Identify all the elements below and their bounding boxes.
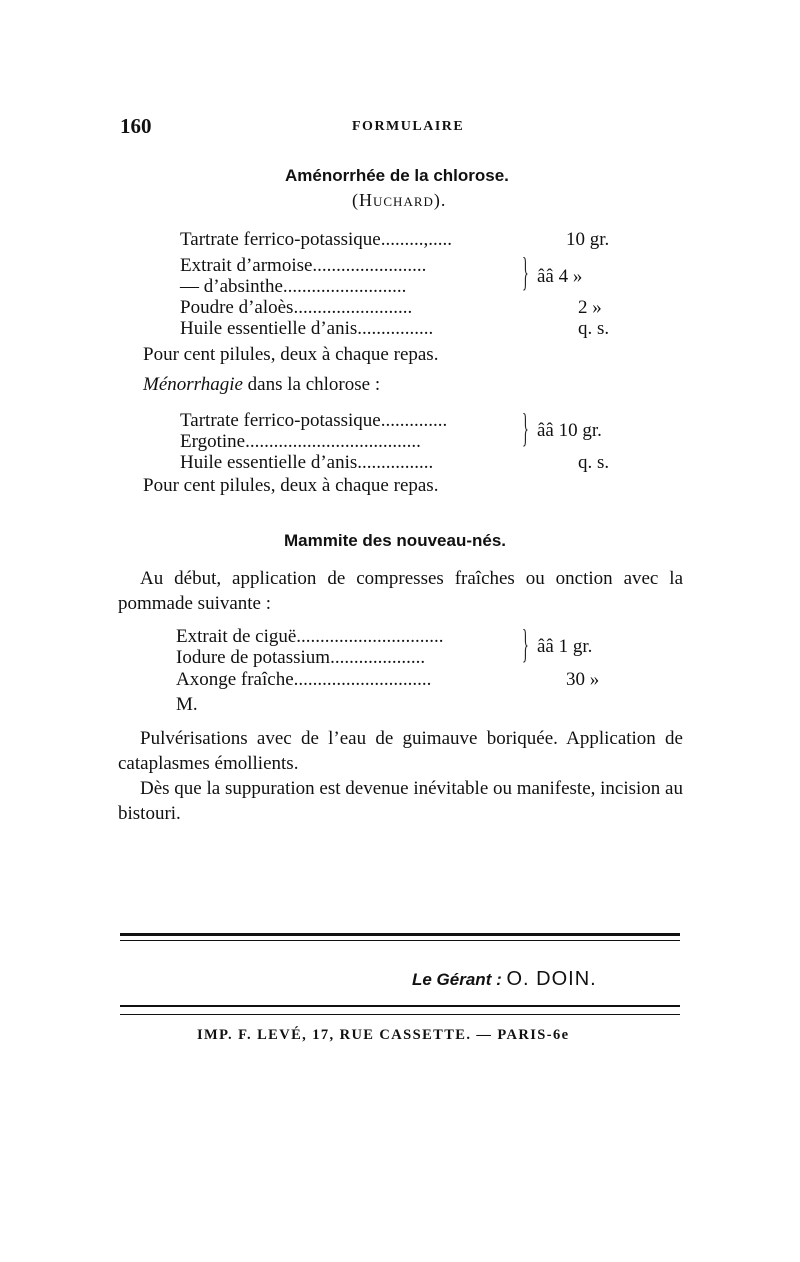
subheading-rest: dans la chlorose : — [242, 374, 381, 395]
page-number: 160 — [120, 114, 152, 138]
ingredient-line: — d’absinthe.......................... — [180, 276, 407, 297]
ingredient-line: Extrait d’armoise........................ — [180, 255, 427, 276]
mix-instruction: M. — [176, 694, 198, 715]
ingredient-qty: q. s. — [578, 318, 610, 339]
gerant-label: Le Gérant : — [412, 970, 502, 989]
intro-text: Au début, application de compresses fraîches ou onction avec la pommade suivante : — [118, 568, 683, 614]
ingredient-line: Huile essentielle d’anis................ — [180, 318, 434, 339]
brace-qty: ââ 4 » — [537, 266, 583, 287]
footer-rule-top-thin — [120, 940, 680, 941]
paragraph-suppuration — [118, 776, 683, 826]
brace-symbol: } — [522, 405, 529, 450]
gerant-line — [412, 968, 597, 991]
section-title-amenorrhee: Aménorrhée de la chlorose. — [285, 166, 509, 185]
ingredient-line: Axonge fraîche............................. — [176, 669, 432, 690]
paragraph-text: Pulvérisations avec de l’eau de guimauve boriquée. Application de cataplasmes émollients. — [118, 728, 683, 774]
ingredient-qty: 30 » — [566, 669, 600, 690]
paragraph-pulverisations — [118, 726, 683, 776]
footer-rule-mid-thin — [120, 1014, 680, 1015]
ingredient-line: Tartrate ferrico-potassique.........,..... — [180, 229, 452, 250]
ingredient-line: Tartrate ferrico-potassique.............. — [180, 410, 448, 431]
footer-rule-mid — [120, 1005, 680, 1007]
dosage-note: Pour cent pilules, deux à chaque repas. — [143, 475, 439, 496]
subheading — [143, 374, 380, 396]
ingredient-line: Ergotine..................................... — [180, 431, 421, 452]
running-title: FORMULAIRE — [352, 119, 465, 134]
paragraph-text: Dès que la suppuration est devenue inévitable ou manifeste, incision au bistouri. — [118, 778, 683, 824]
section-title-mammite: Mammite des nouveau-nés. — [284, 531, 507, 550]
footer-rule-top — [120, 933, 680, 936]
ingredient-line: Extrait de ciguë............................... — [176, 626, 444, 647]
brace-symbol: } — [522, 621, 529, 666]
ingredient-line: Iodure de potassium.................... — [176, 647, 426, 668]
printer-imprint: IMP. F. LEVÉ, 17, RUE CASSETTE. — PARIS-6e — [197, 1027, 570, 1043]
ingredient-qty: q. s. — [578, 452, 610, 473]
brace-symbol: } — [522, 249, 529, 294]
ingredient-line: Huile essentielle d’anis................ — [180, 452, 434, 473]
gerant-name: O. DOIN. — [506, 968, 597, 990]
brace-qty: ââ 1 gr. — [537, 636, 593, 657]
intro-paragraph — [118, 566, 683, 616]
brace-qty: ââ 10 gr. — [537, 420, 602, 441]
section-author: (Huchard). — [352, 190, 447, 210]
ingredient-qty: 10 gr. — [566, 229, 610, 250]
ingredient-qty: 2 » — [578, 297, 602, 318]
ingredient-line: Poudre d’aloès......................... — [180, 297, 413, 318]
subheading-italic: Ménorrhagie — [143, 374, 243, 395]
dosage-note: Pour cent pilules, deux à chaque repas. — [143, 344, 439, 365]
